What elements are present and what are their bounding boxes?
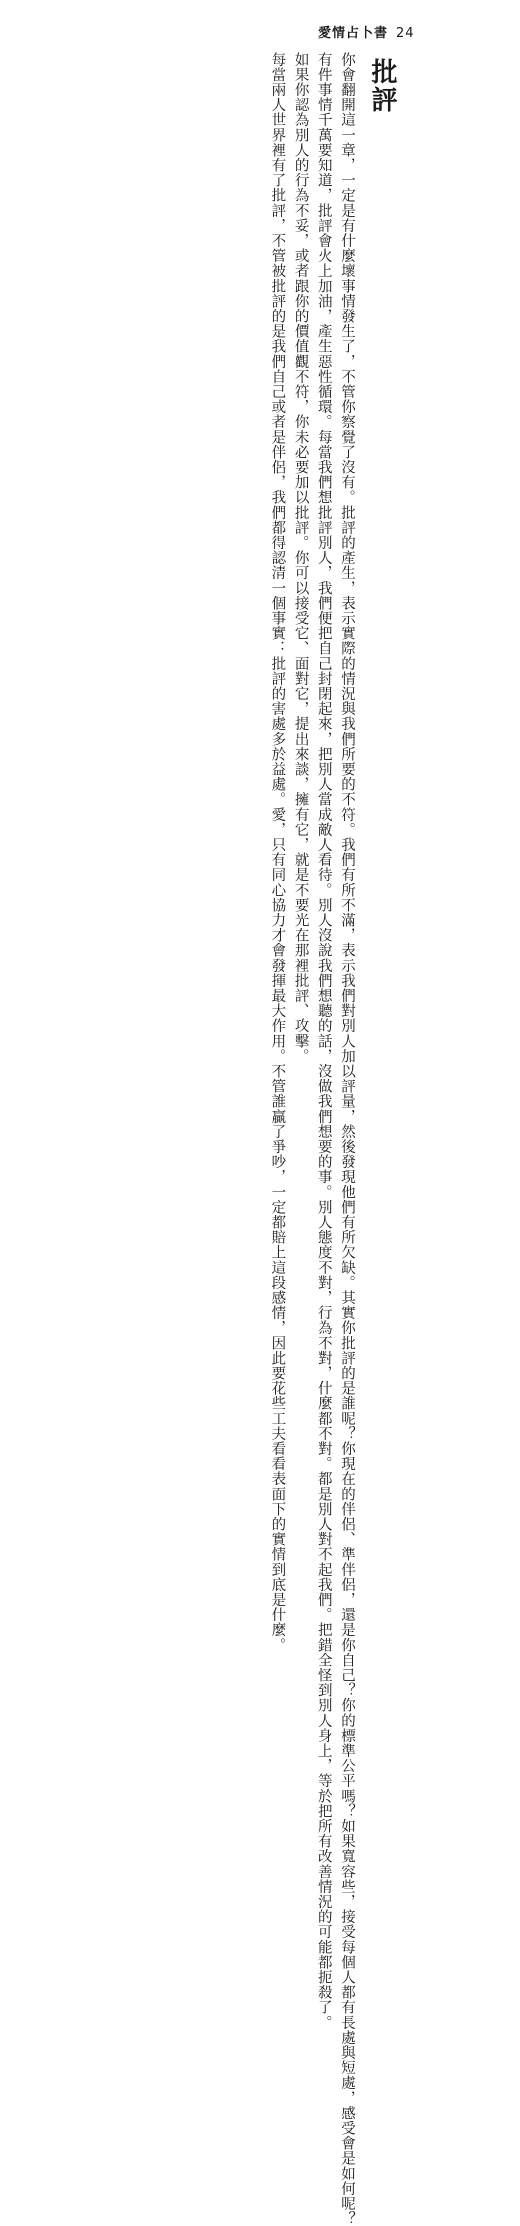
body-text — [80, 52, 358, 2226]
paragraph-2: 有件事情千萬要知道，批評會火上加油，產生惡性循環。每當我們想批評別人，我們便把自己封閉起來，把別人當成敵人看待。別人沒說我們想聽的話，沒做我們想要的事。別人態度不對，行為不對，什麼都不對。都是別人對不起我們。把錯全怪到別人身上，等於把所有改善情況的可能都扼殺了。 — [315, 52, 332, 2031]
paragraph-3: 如果你認為別人的行為不妥，或者跟你的價值觀不符，你未必要加以批評。你可以接受它、面對它，提出來談，擁有它，就是不要光在那裡批評、攻擊。 — [292, 52, 309, 1064]
paragraph-1: 你會翻開這一章，一定是有什麼壞事情發生了，不管你察覺了沒有。批評的產生，表示實際的情況與我們所要的不符。我們有所不滿，表示我們對別人加以評量，然後發現他們有所欠缺。其實你批評的是誰呢？你現在的伴侶、準伴侶，還是你自己？你的標準公平嗎？如果寬容些，接受每個人都有長處與短處，感受會是如何呢？ — [339, 52, 355, 2226]
running-header — [318, 22, 498, 41]
page-number: 24 — [396, 26, 415, 41]
section-title: 批評 — [367, 58, 397, 114]
paragraph-4: 每當兩人世界裡有了批評，不管被批評的是我們自己或者是伴侶，我們都得認清一個事實：批評的害處多於益處。愛，只有同心協力才會發揮最大作用。不管誰贏了爭吵，一定都賠上這段感情，因此要花些工夫看看表面下的實情到底是什麼。 — [269, 52, 286, 1653]
book-title: 愛情占卜書 — [318, 26, 389, 41]
